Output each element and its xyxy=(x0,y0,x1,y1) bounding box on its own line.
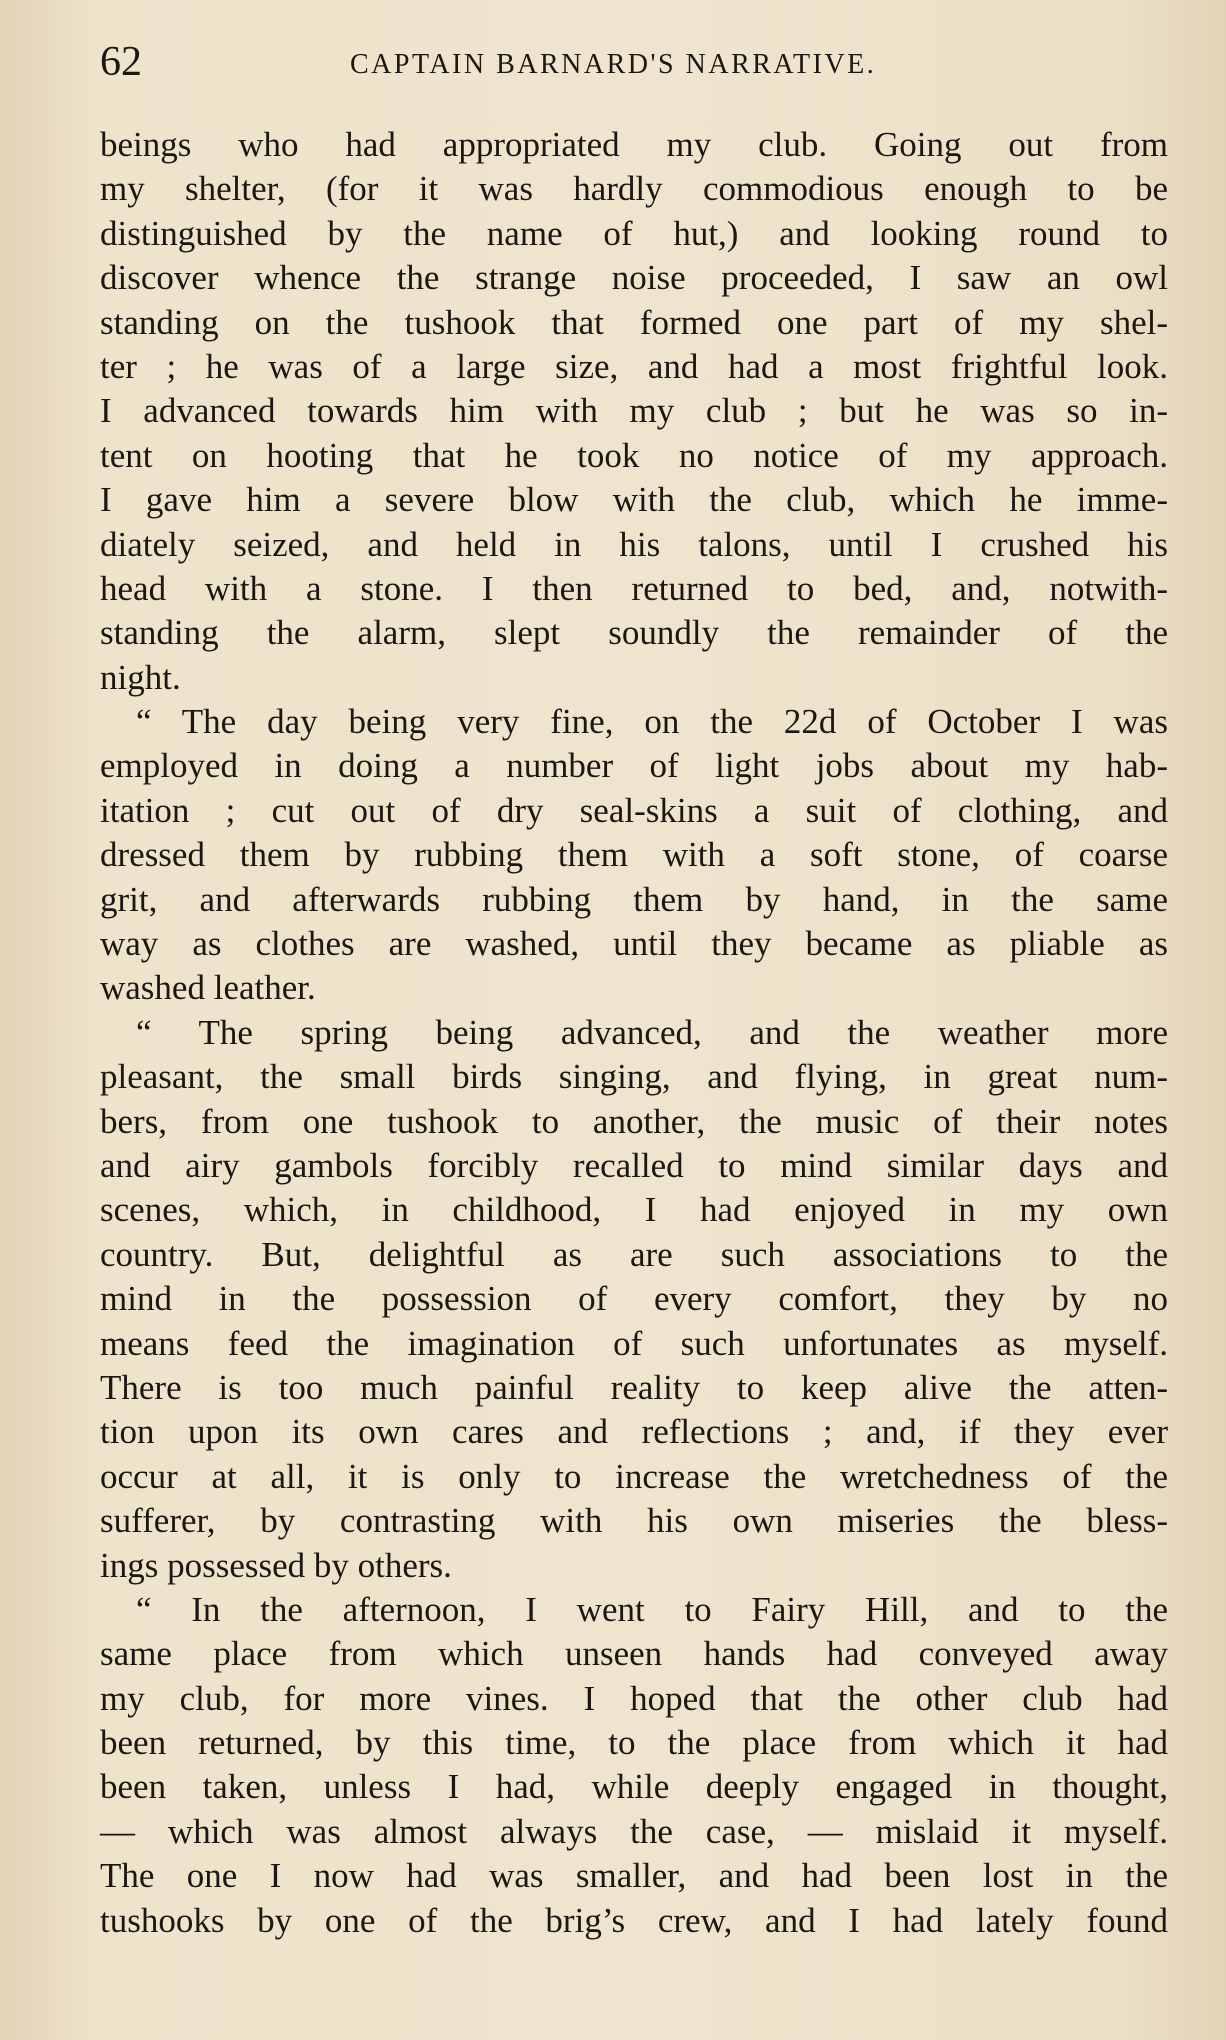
text-line: grit, and afterwards rubbing them by hand, in the same xyxy=(100,879,1168,919)
text-line: distinguished by the name of hut,) and looking round to xyxy=(100,213,1168,253)
text-line: sufferer, by contrasting with his own miseries the bless- xyxy=(100,1501,1168,1541)
text-line: country. But, delightful as are such associations to the xyxy=(100,1234,1168,1274)
text-line: night. xyxy=(100,657,181,697)
text-line: standing on the tushook that formed one part of my shel- xyxy=(100,302,1168,342)
text-line: The one I now had was smaller, and had been lost in the xyxy=(100,1856,1168,1896)
text-line: been taken, unless I had, while deeply engaged in thought, xyxy=(100,1767,1168,1807)
text-line: dressed them by rubbing them with a soft stone, of coarse xyxy=(100,835,1168,875)
text-line: occur at all, it is only to increase the wretchedness of the xyxy=(100,1456,1168,1496)
text-line: way as clothes are washed, until they became as pliable as xyxy=(100,924,1168,964)
text-line: mind in the possession of every comfort, they by no xyxy=(100,1279,1168,1319)
text-line: “ The day being very fine, on the 22d of October I was xyxy=(136,702,1168,742)
text-line: scenes, which, in childhood, I had enjoyed in my own xyxy=(100,1190,1168,1230)
text-line: ings possessed by others. xyxy=(100,1545,452,1585)
text-line: my shelter, (for it was hardly commodious enough to be xyxy=(100,169,1168,209)
text-line: washed leather. xyxy=(100,968,316,1008)
text-line: employed in doing a number of light jobs about my hab- xyxy=(100,746,1168,786)
text-line: and airy gambols forcibly recalled to mind similar days and xyxy=(100,1145,1168,1185)
running-head xyxy=(100,34,1166,94)
text-line: — which was almost always the case, — mislaid it myself. xyxy=(100,1811,1168,1851)
page-number: 62 xyxy=(100,39,142,85)
text-line: itation ; cut out of dry seal-skins a suit of clothing, and xyxy=(100,790,1168,830)
text-line: my club, for more vines. I hoped that the other club had xyxy=(100,1678,1168,1718)
text-line: discover whence the strange noise proceeded, I saw an owl xyxy=(100,258,1168,298)
text-line: beings who had appropriated my club. Going out from xyxy=(100,125,1168,164)
text-line: head with a stone. I then returned to bed, and, notwith- xyxy=(100,568,1168,608)
text-line: “ The spring being advanced, and the weather more xyxy=(136,1012,1168,1052)
text-line: standing the alarm, slept soundly the remainder of the xyxy=(100,613,1168,653)
text-line: tion upon its own cares and reflections ; and, if they ever xyxy=(100,1412,1168,1452)
body-text xyxy=(100,123,1168,1943)
text-line: “ In the afternoon, I went to Fairy Hill, and to the xyxy=(136,1589,1168,1629)
text-line: means feed the imagination of such unfortunates as myself. xyxy=(100,1323,1168,1363)
text-line: There is too much painful reality to keep alive the atten- xyxy=(100,1367,1168,1407)
text-line: bers, from one tushook to another, the music of their notes xyxy=(100,1101,1168,1141)
text-line: been returned, by this time, to the place from which it had xyxy=(100,1723,1168,1763)
text-line: I gave him a severe blow with the club, which he imme- xyxy=(100,480,1168,520)
running-title: CAPTAIN BARNARD'S NARRATIVE. xyxy=(350,49,877,80)
text-line: diately seized, and held in his talons, until I crushed his xyxy=(100,524,1168,564)
text-line: I advanced towards him with my club ; but he was so in- xyxy=(100,391,1168,431)
text-line: ter ; he was of a large size, and had a most frightful look. xyxy=(100,346,1168,386)
text-line: same place from which unseen hands had conveyed away xyxy=(100,1634,1168,1674)
text-line: tent on hooting that he took no notice of my approach. xyxy=(100,435,1168,475)
text-line: tushooks by one of the brig’s crew, and I had lately found xyxy=(100,1900,1168,1940)
text-line: pleasant, the small birds singing, and flying, in great num- xyxy=(100,1057,1168,1097)
